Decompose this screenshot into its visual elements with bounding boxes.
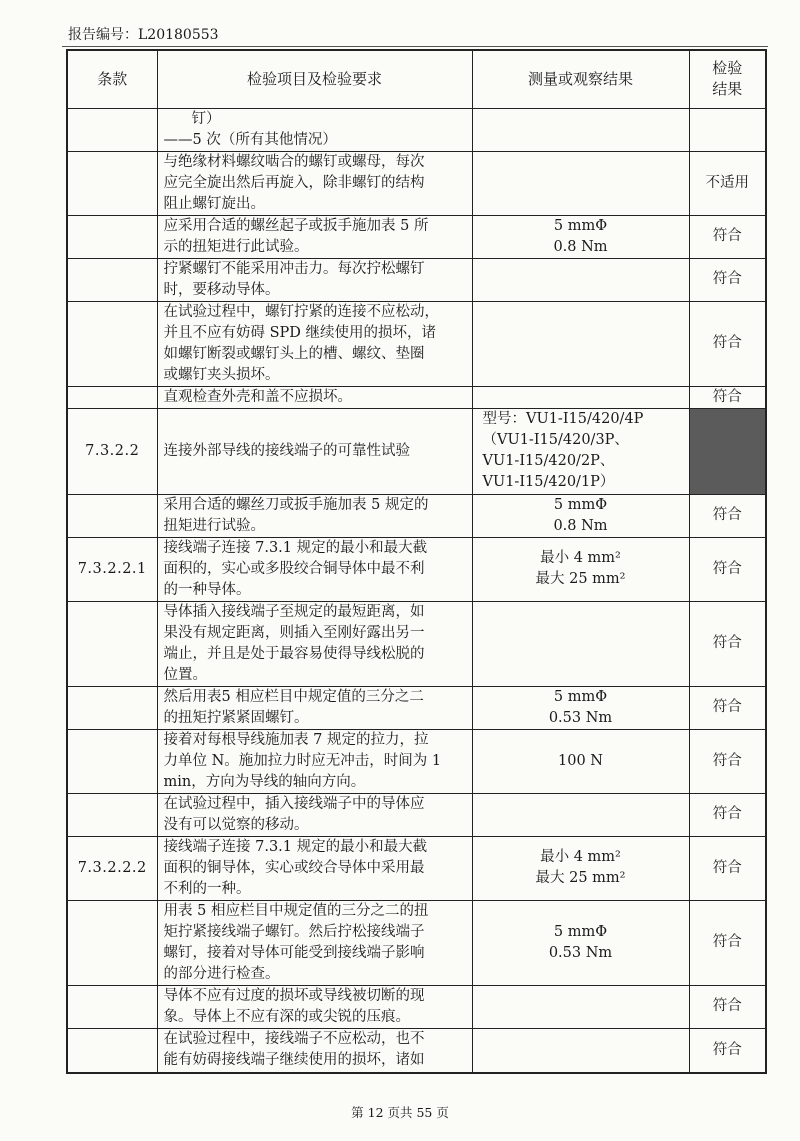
- clause-cell: [67, 151, 157, 215]
- clause-cell: [67, 985, 157, 1028]
- item-text-line: 接线端子连接 7.3.1 规定的最小和最大截: [163, 539, 428, 556]
- table-row: [67, 900, 766, 985]
- item-cell: [157, 985, 472, 1028]
- result-cell: 符合: [689, 494, 766, 537]
- item-cell: [157, 215, 472, 258]
- measurement-cell: [472, 686, 689, 729]
- measurement-cell: [472, 258, 689, 301]
- item-cell: [157, 793, 472, 836]
- item-cell: [157, 151, 472, 215]
- clause-cell: 7.3.2.2.1: [67, 537, 157, 601]
- measurement-text-line: 0.53 Nm: [548, 944, 613, 961]
- clause-cell: [67, 108, 157, 151]
- result-cell: 符合: [689, 258, 766, 301]
- item-text-line: min，方向为导线的轴向方向。: [163, 773, 366, 790]
- measurement-text-line: 0.8 Nm: [553, 517, 608, 534]
- measurement-text-line: 5 mmΦ: [553, 688, 608, 705]
- table-row: [67, 686, 766, 729]
- inspection-table: [66, 49, 767, 1074]
- item-cell: [157, 258, 472, 301]
- clause-cell: [67, 386, 157, 408]
- result-cell: 符合: [689, 836, 766, 900]
- item-text-line: 在试验过程中，螺钉拧紧的连接不应松动，: [163, 303, 439, 320]
- table-row: [67, 494, 766, 537]
- measurement-cell: [472, 900, 689, 985]
- measurement-text-line: 5 mmΦ: [553, 217, 608, 234]
- result-cell: 符合: [689, 900, 766, 985]
- item-text-line: 与绝缘材料螺纹啮合的螺钉或螺母，每次: [163, 153, 425, 170]
- result-cell: 符合: [689, 793, 766, 836]
- report-number: 报告编号：L20180553: [68, 27, 219, 43]
- result-cell: 符合: [689, 386, 766, 408]
- item-text-line: 接着对每根导线施加表 7 规定的拉力，拉: [163, 731, 429, 748]
- measurement-cell: [472, 793, 689, 836]
- item-text-line: 示的扭矩进行此试验。: [163, 238, 309, 255]
- measurement-text-line: 最大 25 mm²: [535, 870, 626, 886]
- inspection-table-body: [67, 50, 766, 1073]
- measurement-cell: [472, 601, 689, 686]
- item-cell: [157, 537, 472, 601]
- item-text-line: 的一种导体。: [163, 581, 251, 598]
- item-text-line: 采用合适的螺丝刀或扳手施加表 5 规定的: [163, 496, 429, 513]
- measurement-cell: [472, 729, 689, 793]
- item-cell: [157, 900, 472, 985]
- item-text-line: 的部分进行检查。: [163, 965, 280, 982]
- item-cell: [157, 836, 472, 900]
- measurement-cell: [472, 494, 689, 537]
- measurement-cell: [472, 985, 689, 1028]
- header-clause: 条款: [67, 50, 157, 108]
- item-text-line: 面积的，实心或多股绞合铜导体中最不利: [163, 560, 425, 577]
- result-cell-shaded: [689, 408, 766, 494]
- item-text-line: 拧紧螺钉不能采用冲击力。每次拧松螺钉: [163, 260, 425, 277]
- table-row: [67, 408, 766, 494]
- measurement-text-line: 0.53 Nm: [548, 709, 613, 726]
- table-row: [67, 1028, 766, 1073]
- header-result: [689, 50, 766, 108]
- item-text-line: 导体不应有过度的损坏或导线被切断的现: [163, 987, 425, 1004]
- item-cell: [157, 1028, 472, 1073]
- table-row: [67, 258, 766, 301]
- table-header-row: [67, 50, 766, 108]
- page-number: 第 12 页共 55 页: [351, 1105, 449, 1120]
- measurement-cell: [472, 386, 689, 408]
- result-cell: 符合: [689, 1028, 766, 1073]
- item-text-line: 应完全旋出然后再旋入，除非螺钉的结构: [163, 174, 425, 191]
- table-row: [67, 793, 766, 836]
- item-text-line: 连接外部导线的接线端子的可靠性试验: [163, 442, 410, 459]
- item-text-line: 扭矩进行试验。: [163, 517, 265, 534]
- item-text-line: 能有妨碍接线端子继续使用的损坏，诸如: [163, 1052, 425, 1069]
- item-text-line: 不利的一种。: [163, 880, 251, 897]
- table-row: [67, 386, 766, 408]
- item-text-line: 阻止螺钉旋出。: [163, 195, 265, 212]
- clause-cell: [67, 258, 157, 301]
- item-text-line: 用表 5 相应栏目中规定值的三分之二的扭: [163, 902, 429, 919]
- result-cell: 符合: [689, 985, 766, 1028]
- item-cell: [157, 729, 472, 793]
- table-row: [67, 537, 766, 601]
- item-text-line: 力单位 N。施加拉力时应无冲击，时间为 1: [163, 752, 442, 769]
- item-text-line: 并且不应有妨碍 SPD 继续使用的损坏，诸: [163, 324, 437, 341]
- clause-cell: [67, 215, 157, 258]
- clause-cell: [67, 686, 157, 729]
- item-text-line: 导体插入接线端子至规定的最短距离，如: [163, 603, 425, 620]
- item-text-line: 或螺钉夹头损坏。: [163, 366, 280, 383]
- measurement-cell: [472, 151, 689, 215]
- item-text-line: 如螺钉断裂或螺钉头上的槽、螺纹、垫圈: [163, 345, 425, 362]
- table-row: [67, 985, 766, 1028]
- measurement-text-line: 最大 25 mm²: [535, 571, 626, 587]
- measurement-text-line: 型号：VU1-I15/420/4P: [482, 411, 644, 427]
- item-text-line: 在试验过程中，插入接线端子中的导体应: [163, 795, 425, 812]
- clause-cell: [67, 494, 157, 537]
- item-text-line: 端止，并且是处于最容易使得导线松脱的: [163, 645, 425, 662]
- clause-cell: [67, 793, 157, 836]
- clause-cell: 7.3.2.2.2: [67, 836, 157, 900]
- item-text-line: ——5 次（所有其他情况）: [163, 131, 337, 148]
- measurement-cell: [472, 1028, 689, 1073]
- item-text-line: 象。导体上不应有深的或尖锐的压痕。: [163, 1008, 410, 1025]
- result-cell: 符合: [689, 215, 766, 258]
- result-cell: 符合: [689, 301, 766, 386]
- item-text-line: 钉）: [191, 110, 221, 127]
- measurement-cell: [472, 301, 689, 386]
- result-cell: [689, 108, 766, 151]
- item-text-line: 时，要移动导体。: [163, 281, 280, 298]
- item-cell: [157, 601, 472, 686]
- header-result-line1: 检验: [712, 59, 743, 78]
- result-cell: 不适用: [689, 151, 766, 215]
- measurement-text-line: VU1-I15/420/2P、: [482, 453, 615, 469]
- measurement-text-line: 0.8 Nm: [553, 238, 608, 255]
- table-row: [67, 301, 766, 386]
- header-item: 检验项目及检验要求: [157, 50, 472, 108]
- item-cell: [157, 686, 472, 729]
- item-text-line: 矩拧紧接线端子螺钉。然后拧松接线端子: [163, 923, 425, 940]
- measurement-cell: [472, 537, 689, 601]
- result-cell: 符合: [689, 601, 766, 686]
- item-text-line: 果没有规定距离，则插入至刚好露出另一: [163, 624, 425, 641]
- item-cell: [157, 301, 472, 386]
- clause-cell: [67, 900, 157, 985]
- result-cell: 符合: [689, 686, 766, 729]
- item-cell: [157, 386, 472, 408]
- result-cell: 符合: [689, 537, 766, 601]
- item-text-line: 接线端子连接 7.3.1 规定的最小和最大截: [163, 838, 428, 855]
- clause-cell: [67, 1028, 157, 1073]
- measurement-text-line: 最小 4 mm²: [540, 550, 621, 566]
- table-row: [67, 151, 766, 215]
- measurement-text-line: VU1-I15/420/1P）: [482, 474, 615, 490]
- table-row: [67, 215, 766, 258]
- clause-cell: [67, 301, 157, 386]
- item-text-line: 的扭矩拧紧紧固螺钉。: [163, 709, 309, 726]
- item-text-line: 在试验过程中，接线端子不应松动，也不: [163, 1031, 425, 1048]
- measurement-cell: [472, 215, 689, 258]
- item-text-line: 没有可以觉察的移动。: [163, 816, 309, 833]
- item-text-line: 位置。: [163, 666, 207, 683]
- clause-cell: [67, 601, 157, 686]
- result-cell: 符合: [689, 729, 766, 793]
- table-row: [67, 108, 766, 151]
- measurement-text-line: 最小 4 mm²: [540, 849, 621, 865]
- item-text-line: 面积的铜导体，实心或绞合导体中采用最: [163, 859, 425, 876]
- item-cell: [157, 494, 472, 537]
- measurement-cell: [472, 408, 689, 494]
- measurement-cell: [472, 108, 689, 151]
- header-measurement: 测量或观察结果: [472, 50, 689, 108]
- item-text-line: 直观检查外壳和盖不应损坏。: [163, 388, 352, 405]
- item-text-line: 应采用合适的螺丝起子或扳手施加表 5 所: [163, 217, 429, 234]
- measurement-text-line: 5 mmΦ: [553, 496, 608, 513]
- header-result-line2: 结果: [712, 80, 743, 99]
- item-text-line: 然后用表5 相应栏目中规定值的三分之二: [163, 688, 424, 705]
- table-row: [67, 836, 766, 900]
- table-row: [67, 601, 766, 686]
- table-row: [67, 729, 766, 793]
- clause-cell: [67, 729, 157, 793]
- measurement-cell: [472, 836, 689, 900]
- item-cell: [157, 408, 472, 494]
- header-rule: [62, 46, 768, 47]
- measurement-text-line: 100 N: [558, 752, 603, 769]
- item-text-line: 螺钉，接着对导体可能受到接线端子影响: [163, 944, 425, 961]
- measurement-text-line: 5 mmΦ: [553, 923, 608, 940]
- measurement-text-line: （VU1-I15/420/3P、: [482, 432, 629, 448]
- item-cell: [157, 108, 472, 151]
- clause-cell: 7.3.2.2: [67, 408, 157, 494]
